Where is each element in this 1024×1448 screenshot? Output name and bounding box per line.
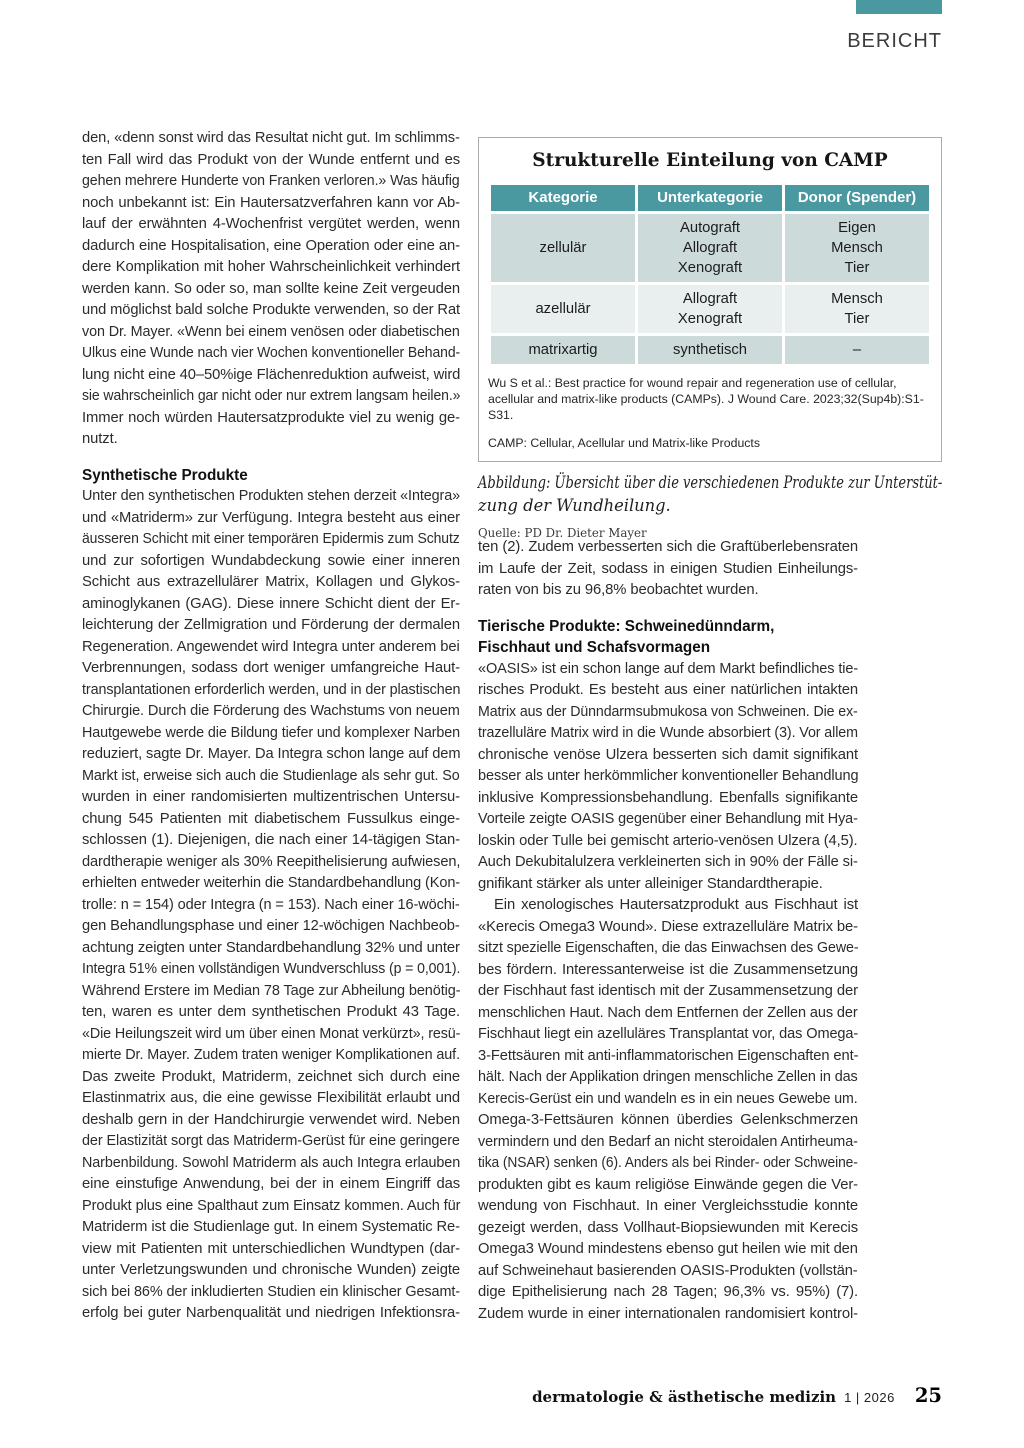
text-line: äusseren Schicht mit einer temporären Epidermis zum Schutz xyxy=(82,531,460,547)
text-line: «OASIS» ist ein schon lange auf dem Markt befindliches tie- xyxy=(478,660,859,677)
text-line: von Dr. Mayer. «Wenn bei einem venösen oder diabetischen xyxy=(82,323,460,340)
left-column xyxy=(82,128,460,1325)
table-footnote-abbreviation: CAMP: Cellular, Acellular und Matrix-like Products xyxy=(488,436,760,450)
text-line: erhielten entweder weiterhin die Standardbehandlung (Kon- xyxy=(82,875,461,891)
text-line: Fischhaut liegt ein azelluläres Transplantat vor, das Omega- xyxy=(478,1026,859,1042)
text-line: sitzt spezielle Eigenschaften, die das Einwachsen des Gewe- xyxy=(478,940,859,956)
caption-line: zung der Wundheilung. xyxy=(478,496,671,515)
section-heading xyxy=(82,465,460,487)
text-line: Hautgewebe werde die Bildung tiefer und komplexer Narben xyxy=(82,724,461,741)
heading-line: Fischhaut und Schafsvormagen xyxy=(478,639,711,656)
page-number: 25 xyxy=(914,1384,942,1407)
text-line: und zur sofortigen Wundabdeckung sowie einer inneren xyxy=(82,552,460,569)
text-line: risches Produkt. Es besteht aus einer natürlichen intakten xyxy=(478,682,858,698)
figure-caption xyxy=(478,471,942,517)
text-line: inklusive Kompressionsbehandlung. Ebenfalls signifikante xyxy=(478,789,858,806)
text-line: bes fördern. Interessanterweise ist die Zusammensetzung xyxy=(478,961,858,978)
text-line: chronische venöse Ulzera besserten sich damit signifikant xyxy=(478,746,858,763)
caption-line: Abbildung: Übersicht über die verschiedenen Produkte zur Unterstüt- xyxy=(478,473,943,492)
text-line: dardtherapie weniger als 30% Reepithelisierung aufwiesen, xyxy=(82,853,461,870)
text-line: mierte Dr. Mayer. Zudem traten weniger Komplikationen auf. xyxy=(82,1047,460,1063)
text-line: Markt ist, erweise sich auch die Studienlage als sehr gut. So xyxy=(82,767,460,784)
text-line: Immer noch würden Hautersatzprodukte viel zu wenig ge- xyxy=(82,409,460,426)
text-line: Verbrennungen, sodass dort weniger umfangreiche Haut- xyxy=(82,660,460,676)
table-row xyxy=(491,285,929,333)
text-line: Elastinmatrix aus, die eine gewisse Flexibilität erlaubt und xyxy=(82,1090,460,1106)
table-footnotes xyxy=(488,375,932,451)
text-line: vermindern und den Bedarf an nicht steroidalen Antirheuma- xyxy=(478,1133,858,1150)
text-line: lung nicht eine 40–50%ige Flächenreduktion aufweist, wird xyxy=(82,366,461,383)
text-line: 3-Fettsäuren mit anti-inflammatorischen Eigenschaften ent- xyxy=(478,1047,859,1064)
text-line: gnifikant stärker als unter alleiniger Standardtherapie. xyxy=(478,875,823,892)
text-line: Chirurgie. Durch die Förderung des Wachstums von neuem xyxy=(82,703,460,719)
text-line: auf Schweinehaut basierenden OASIS-Produkten (vollstän- xyxy=(478,1262,858,1279)
text-line: dere Komplikation mit hoher Wahrscheinlichkeit verhindert xyxy=(82,259,460,275)
text-line: schlossen (1). Diejenigen, die nach einer 14-tägigen Stan- xyxy=(82,832,460,848)
text-line: Produkt plus eine Spalthaut zum Einsatz kommen. Auch für xyxy=(82,1197,461,1214)
text-line: der Fischhaut fast identisch mit der Zusammensetzung der xyxy=(478,983,858,999)
section-heading xyxy=(478,616,858,659)
text-line: Vorteile zeigte OASIS gegenüber einer Behandlung mit Hya- xyxy=(478,811,858,827)
text-line: produkten gibt es kaum religiöse Einwände gegen die Ver- xyxy=(478,1176,858,1193)
text-line: sie wahrscheinlich gar nicht oder nur extrem langsam heilen.» xyxy=(82,388,461,404)
text-line: und «Matriderm» zur Verfügung. Integra besteht aus einer xyxy=(82,509,460,526)
camp-table xyxy=(488,182,932,367)
journal-name: dermatologie & ästhetische medizin xyxy=(532,1388,837,1406)
table-cell: matrixartig xyxy=(491,336,635,364)
column-header-kategorie: Kategorie xyxy=(491,185,635,211)
text-line: transplantationen erforderlich werden, und in der plastischen xyxy=(82,681,461,698)
column-header-unterkategorie: Unterkategorie xyxy=(638,185,782,211)
right-column xyxy=(478,137,943,1322)
text-line: unter Verletzungswunden und chronische Wunden) zeigte xyxy=(82,1262,460,1278)
camp-table-body xyxy=(491,214,929,364)
text-line: aminoglykanen (GAG). Diese innere Schicht dient der Er- xyxy=(82,595,460,612)
text-line: sich bei 86% der inkludierten Studien ein klinischer Gesamt- xyxy=(82,1283,460,1300)
text-line: Unter den synthetischen Produkten stehen derzeit «Integra» xyxy=(82,488,461,504)
text-line: gen Behandlungsphase und einer 12-wöchigen Nachbeob- xyxy=(82,918,460,934)
text-line: im Laufe der Zeit, sodass in einigen Studien Einheilungs- xyxy=(478,560,858,577)
table-cell: Mensch Tier xyxy=(785,285,929,333)
text-line: achtung zeigten unter Standardbehandlung 32% und unter xyxy=(82,939,460,956)
text-line: wendung von Fischhaut. In einer Vergleichsstudie konnte xyxy=(478,1198,858,1214)
text-line: lauf der erwähnten 4-Wochenfrist vergütet werden, wenn xyxy=(82,216,460,232)
text-line: reduziert, sagte Dr. Mayer. Da Integra schon lange auf dem xyxy=(82,746,461,762)
text-line: Zudem wurde in einer internationalen randomisiert kontrol- xyxy=(478,1305,858,1322)
table-cell: azellulär xyxy=(491,285,635,333)
text-line: den, «denn sonst wird das Resultat nicht gut. Im schlimms- xyxy=(82,130,460,146)
text-line: Omega3 Wound mindestens ebenso gut heilen wie mit den xyxy=(478,1241,858,1257)
text-line: gezeigt werden, dass Vollhaut-Biopsiewunden mit Kerecis xyxy=(478,1219,858,1236)
text-line: Regeneration. Angewendet wird Integra unter anderem bei xyxy=(82,638,460,655)
column-header-donor: Donor (Spender) xyxy=(785,185,929,211)
table-title: Strukturelle Einteilung von CAMP xyxy=(532,150,888,171)
text-line: Omega-3-Fettsäuren können überdies Gelenkschmerzen xyxy=(478,1112,858,1128)
text-line: deshalb gern in der Handchirurgie verwendet wird. Neben xyxy=(82,1111,460,1128)
text-line: eine einstufige Anwendung, bei der in einem Eingriff das xyxy=(82,1176,460,1192)
text-line: besser als unter herkömmlicher konventioneller Behandlung xyxy=(478,768,859,784)
text-line: chung 545 Patienten mit diabetischem Fussulkus einge- xyxy=(82,810,460,827)
camp-table-head xyxy=(491,185,929,211)
table-cell: Allograft Xenograft xyxy=(638,285,782,333)
text-line: Auch Dekubitalulzera verkleinerten sich in 90% der Fälle si- xyxy=(478,854,858,870)
text-line: wurden in einer randomisierten multizentrischen Untersu- xyxy=(82,789,460,805)
text-line: trolle: n = 154) oder Integra (n = 153). Nach einer 16-wöchi- xyxy=(82,896,460,913)
heading-line: Tierische Produkte: Schweinedünndarm, xyxy=(478,617,775,635)
paragraph xyxy=(82,128,460,451)
text-line: ten, waren es unter dem synthetischen Produkt 43 Tage. xyxy=(82,1004,460,1020)
text-line: dadurch eine Hospitalisation, eine Operation oder eine an- xyxy=(82,237,460,254)
issue-label: 1 | 2026 xyxy=(844,1390,895,1405)
text-line: werden kann. So oder so, man sollte keine Zeit vergeuden xyxy=(82,280,460,297)
text-line: Kerecis-Gerüst ein und wandeln es in ein neues Gewebe um. xyxy=(478,1090,858,1107)
table-footnote-reference: Wu S et al.: Best practice for wound repair and regeneration use of cellular, acellular and matrix-like products (CAMPs). J Wound Care. 2023;32(Sup4b):S1-S31. xyxy=(488,376,924,422)
text-line: leichterung der Zellmigration und Förderung der dermalen xyxy=(82,617,460,633)
text-line: gehen mehrere Hunderte von Franken verloren.» Was häufig xyxy=(82,173,460,189)
paragraph xyxy=(478,537,858,602)
text-line: tika (NSAR) senken (6). Anders als bei Rinder- oder Schweine- xyxy=(478,1155,858,1171)
text-line: hält. Nach der Applikation dringen menschliche Zellen in das xyxy=(478,1069,858,1085)
table-cell: Eigen Mensch Tier xyxy=(785,214,929,282)
paragraph xyxy=(478,659,858,896)
text-line: nutzt. xyxy=(82,431,118,447)
text-line: trazelluläre Matrix wird in die Wunde absorbiert (3). Vor allem xyxy=(478,725,858,741)
text-line: ten Fall wird das Produkt von der Wunde entfernt und es xyxy=(82,151,460,168)
text-line: raten von bis zu 96,8% beobachtet wurden. xyxy=(478,582,759,598)
text-line: Matrix aus der Dünndarmsubmukosa von Schweinen. Die ex- xyxy=(478,703,858,720)
text-line: «Die Heilungszeit wird um über einen Monat verkürzt», resü- xyxy=(82,1025,461,1042)
text-line: Matriderm ist die Studienlage gut. In einem Systematic Re- xyxy=(82,1219,460,1235)
text-line: erfolg bei guter Narbenqualität und niedrigen Infektionsra- xyxy=(82,1305,460,1321)
text-line: «Kerecis Omega3 Wound». Diese extrazelluläre Matrix be- xyxy=(478,918,858,935)
text-line: noch unbekannt ist: Ein Hautersatzverfahren kann vor Ab- xyxy=(82,194,460,211)
paragraph xyxy=(82,486,460,1325)
accent-band xyxy=(856,0,942,14)
table-cell: zellulär xyxy=(491,214,635,282)
table-row xyxy=(491,336,929,364)
figure-source: Quelle: PD Dr. Dieter Mayer xyxy=(478,526,647,540)
page-footer xyxy=(532,1384,942,1407)
text-line: ten (2). Zudem verbesserten sich die Graftüberlebensraten xyxy=(478,539,858,555)
text-line: Ulkus eine Wunde nach vier Wochen konventioneller Behand- xyxy=(82,345,461,361)
table-header-row xyxy=(491,185,929,211)
heading-line: Synthetische Produkte xyxy=(82,466,248,484)
text-line: Narbenbildung. Sowohl Matriderm als auch Integra erlauben xyxy=(82,1154,461,1171)
table-cell: synthetisch xyxy=(638,336,782,364)
figure-box xyxy=(478,137,942,462)
text-line: und möglichst bald solche Produkte verwenden, so der Rat xyxy=(82,302,460,318)
text-line: view mit Patienten mit unterschiedlichen Wundtypen (dar- xyxy=(82,1240,460,1257)
page-rubric: BERICHT xyxy=(847,30,942,52)
text-line: Schicht aus extrazellulärer Matrix, Kollagen und Glykos- xyxy=(82,574,460,590)
paragraph xyxy=(478,895,858,1325)
text-line: menschlichen Haut. Nach dem Entfernen der Zellen aus der xyxy=(478,1004,858,1021)
table-cell: – xyxy=(785,336,929,364)
table-row xyxy=(491,214,929,282)
text-line: dige Epithelisierung nach 28 Tagen; 96,3% vs. 95%) (7). xyxy=(478,1284,858,1300)
text-line: Das zweite Produkt, Matriderm, zeichnet sich durch eine xyxy=(82,1068,460,1085)
right-column-text xyxy=(478,537,858,1325)
text-line: der Elastizität sorgt das Matriderm-Gerüst für eine geringere xyxy=(82,1133,460,1149)
text-line: Während Erstere im Median 78 Tage zur Abheilung benötig- xyxy=(82,982,461,999)
text-line: Integra 51% einen vollständigen Wundverschluss (p = 0,001). xyxy=(82,961,461,977)
text-line: loskin oder Tulle bei gemischt arterio-venösen Ulzera (4,5). xyxy=(478,832,858,849)
text-line: Ein xenologisches Hautersatzprodukt aus Fischhaut ist xyxy=(494,897,858,913)
table-cell: Autograft Allograft Xenograft xyxy=(638,214,782,282)
